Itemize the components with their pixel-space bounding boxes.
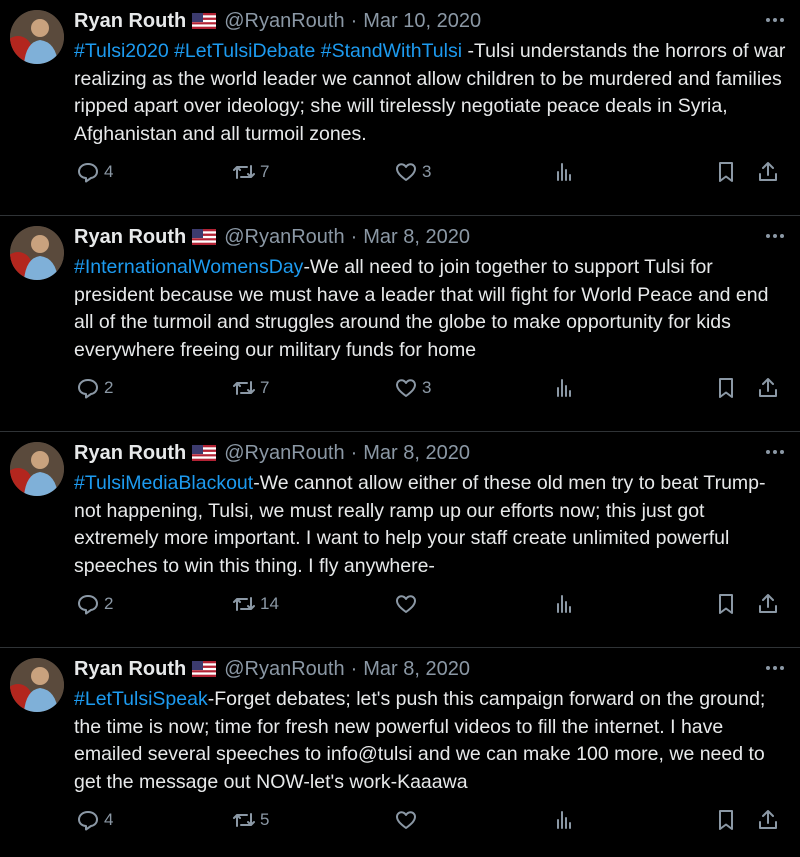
retweet-icon	[232, 376, 256, 400]
tweet-header	[74, 652, 786, 686]
retweet-count: 7	[260, 378, 270, 397]
retweet-button[interactable]	[232, 374, 269, 402]
like-count: 3	[422, 162, 432, 181]
author-name[interactable]: Ryan Routh	[74, 441, 187, 464]
retweet-button[interactable]	[232, 806, 269, 834]
reply-count: 2	[104, 594, 114, 613]
like-count: 3	[422, 378, 432, 397]
separator: ·	[350, 9, 358, 32]
reply-count: 2	[104, 378, 114, 397]
more-icon[interactable]	[760, 226, 790, 246]
views-icon	[552, 376, 576, 400]
share-button[interactable]	[756, 806, 780, 834]
author-handle[interactable]: @RyanRouth	[224, 9, 345, 32]
retweet-count: 14	[260, 594, 279, 613]
share-button[interactable]	[756, 158, 780, 186]
tweet-date[interactable]: Mar 10, 2020	[363, 9, 482, 32]
separator: ·	[350, 225, 358, 248]
bookmark-icon	[714, 592, 738, 616]
retweet-count: 7	[260, 162, 270, 181]
tweet-header	[74, 436, 786, 470]
hashtag-link[interactable]: #Tulsi2020 #LetTulsiDebate #StandWithTulsi	[74, 40, 463, 62]
share-icon	[756, 808, 780, 832]
heart-icon	[394, 808, 418, 832]
hashtag-link[interactable]: #InternationalWomensDay	[74, 256, 304, 278]
hashtag-link[interactable]: #LetTulsiSpeak	[74, 688, 208, 710]
author-handle[interactable]: @RyanRouth	[224, 657, 345, 680]
tweet-content	[74, 4, 786, 150]
share-button[interactable]	[756, 590, 780, 618]
tweet-content	[74, 436, 786, 582]
tweet-header	[74, 220, 786, 254]
heart-icon	[394, 160, 418, 184]
bookmark-button[interactable]	[714, 374, 738, 402]
share-icon	[756, 376, 780, 400]
tweet-body: -Tulsi understands the horrors of war realizing as the world leader we cannot allow children to be murdered and families ripped apart over ideology; she will tirelessly negotiate peace deals in Syria, Afghanistan and all turmoil zones.	[74, 40, 786, 145]
author-name[interactable]: Ryan Routh	[74, 225, 187, 248]
tweet-body: -We cannot allow either of these old men try to beat Trump-not happening, Tulsi, we must really ramp up our efforts now; this just got extremely more important. I want to help your staff create unlimited powerful speeches to win this thing. I fly anywhere-	[74, 472, 766, 577]
tweet-actions	[74, 158, 786, 186]
tweet-header	[74, 4, 786, 38]
tweet-text	[74, 254, 786, 366]
more-icon[interactable]	[760, 658, 790, 678]
us-flag-icon	[192, 445, 216, 461]
views-icon	[552, 808, 576, 832]
author-handle[interactable]: @RyanRouth	[224, 441, 345, 464]
separator: ·	[350, 657, 358, 680]
retweet-count: 5	[260, 810, 270, 829]
retweet-icon	[232, 592, 256, 616]
more-icon[interactable]	[760, 442, 790, 462]
tweet-date[interactable]: Mar 8, 2020	[363, 657, 470, 680]
tweet-date[interactable]: Mar 8, 2020	[363, 225, 470, 248]
views-icon	[552, 592, 576, 616]
reply-count: 4	[104, 162, 114, 181]
author-handle[interactable]: @RyanRouth	[224, 225, 345, 248]
tweet-actions	[74, 590, 786, 618]
views-button[interactable]	[552, 374, 576, 402]
tweet-text	[74, 686, 786, 798]
us-flag-icon	[192, 229, 216, 245]
reply-button[interactable]	[76, 158, 113, 186]
share-icon	[756, 592, 780, 616]
share-button[interactable]	[756, 374, 780, 402]
retweet-button[interactable]	[232, 158, 269, 186]
like-button[interactable]	[394, 374, 431, 402]
retweet-icon	[232, 160, 256, 184]
bookmark-icon	[714, 808, 738, 832]
reply-button[interactable]	[76, 590, 113, 618]
tweet-body: -We all need to join together to support Tulsi for president because we must have a leader that will fight for World Peace and end all of the turmoil and struggles around the globe to make opportunity for kids everywhere freeing our military funds for home	[74, 256, 769, 361]
tweet[interactable]	[0, 216, 800, 432]
reply-button[interactable]	[76, 374, 113, 402]
tweet-text	[74, 38, 786, 150]
tweet-actions	[74, 374, 786, 402]
heart-icon	[394, 592, 418, 616]
tweet[interactable]	[0, 432, 800, 648]
tweet-text	[74, 470, 786, 582]
avatar[interactable]	[10, 10, 64, 64]
author-name[interactable]: Ryan Routh	[74, 657, 187, 680]
like-button[interactable]	[394, 806, 422, 834]
tweet[interactable]	[0, 648, 800, 857]
more-icon[interactable]	[760, 10, 790, 30]
share-icon	[756, 160, 780, 184]
heart-icon	[394, 376, 418, 400]
like-button[interactable]	[394, 158, 431, 186]
views-button[interactable]	[552, 806, 576, 834]
views-button[interactable]	[552, 158, 576, 186]
hashtag-link[interactable]: #TulsiMediaBlackout	[74, 472, 254, 494]
reply-button[interactable]	[76, 806, 113, 834]
tweet[interactable]	[0, 0, 800, 216]
us-flag-icon	[192, 661, 216, 677]
bookmark-icon	[714, 160, 738, 184]
like-button[interactable]	[394, 590, 422, 618]
tweet-actions	[74, 806, 786, 834]
us-flag-icon	[192, 13, 216, 29]
bookmark-button[interactable]	[714, 590, 738, 618]
views-icon	[552, 160, 576, 184]
reply-icon	[76, 592, 100, 616]
tweet-date[interactable]: Mar 8, 2020	[363, 441, 470, 464]
bookmark-button[interactable]	[714, 158, 738, 186]
avatar[interactable]	[10, 226, 64, 280]
avatar[interactable]	[10, 658, 64, 712]
retweet-button[interactable]	[232, 590, 279, 618]
separator: ·	[350, 441, 358, 464]
bookmark-button[interactable]	[714, 806, 738, 834]
views-button[interactable]	[552, 590, 576, 618]
author-name[interactable]: Ryan Routh	[74, 9, 187, 32]
avatar[interactable]	[10, 442, 64, 496]
reply-icon	[76, 160, 100, 184]
tweet-content	[74, 652, 786, 798]
reply-count: 4	[104, 810, 114, 829]
retweet-icon	[232, 808, 256, 832]
reply-icon	[76, 808, 100, 832]
tweet-content	[74, 220, 786, 366]
reply-icon	[76, 376, 100, 400]
bookmark-icon	[714, 376, 738, 400]
tweet-body: -Forget debates; let's push this campaign forward on the ground; the time is now; time for fresh new powerful videos to fill the internet. I have emailed several speeches to info@tulsi and we can make 100 more, we need to get the message out NOW-let's work-Kaaawa	[74, 688, 766, 793]
